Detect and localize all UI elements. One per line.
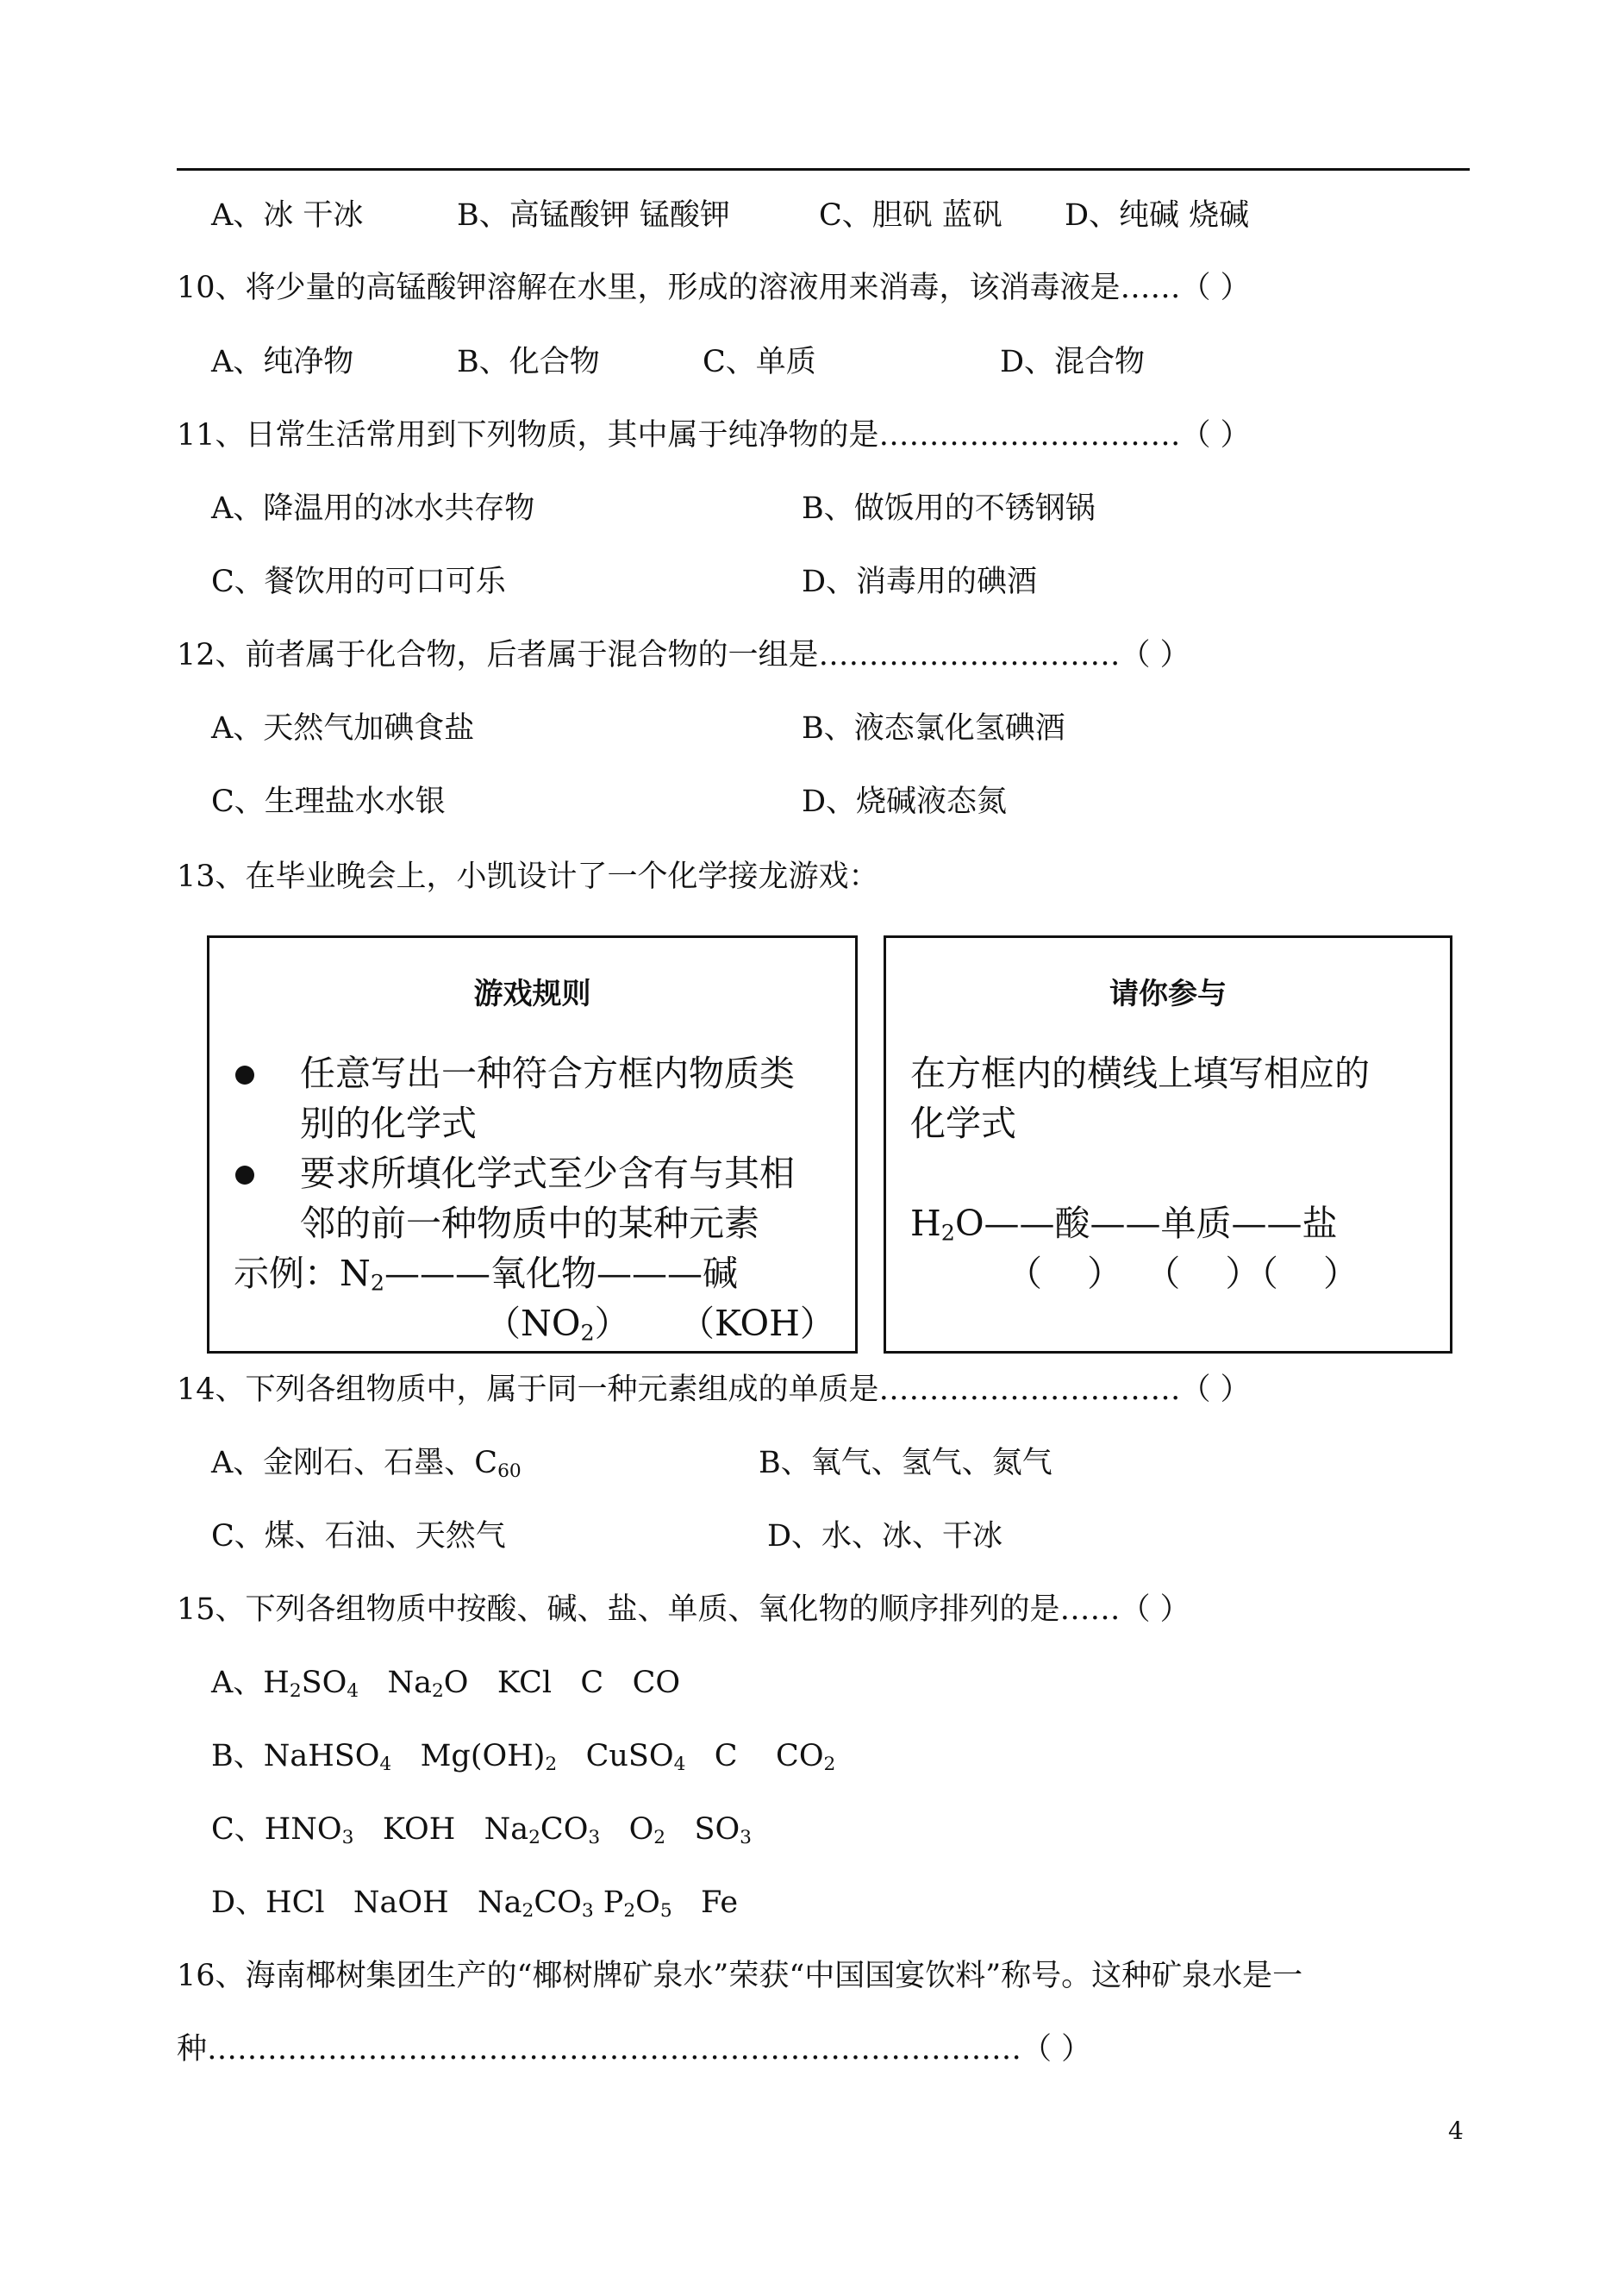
page-number: 4 — [1448, 2117, 1464, 2145]
rule-1-line2: 别的化学式 — [300, 1103, 477, 1144]
example-prefix: 示例：N — [234, 1253, 371, 1294]
q15-option-c: C、$HNO_3$ KOH $Na_2CO_3$ $O_2$ $SO_3$ — [211, 1812, 752, 1848]
q11-option-b: B、做饭用的不锈钢锅 — [802, 491, 1096, 526]
q14-option-c: C、煤、石油、天然气 — [211, 1519, 506, 1554]
chain-pre: H — [910, 1203, 941, 1244]
q16-stem-line2: 种………………………………………………………………………（ ） — [177, 2032, 1092, 2067]
bullet-dot — [235, 1166, 254, 1185]
q14-option-a-text: A、金刚石、石墨、C — [211, 1446, 498, 1480]
chain-rest: O——酸——单质——盐 — [954, 1203, 1338, 1244]
q10-option-d: D、混合物 — [1000, 345, 1146, 379]
q14-option-a-subscript: 60 — [497, 1460, 522, 1482]
q14-stem: 14、下列各组物质中，属于同一种元素组成的单质是…………………………（ ） — [177, 1373, 1251, 1407]
q9-option-a: A、冰 干冰 — [211, 198, 364, 233]
q14-option-d: D、水、冰、干冰 — [767, 1519, 1003, 1554]
example-answer-1 — [485, 1298, 630, 1348]
q12-option-c: C、生理盐水水银 — [211, 785, 446, 819]
q12-option-a: A、天然气加碘食盐 — [211, 711, 475, 746]
game-rules-box — [207, 935, 858, 1354]
q15-stem: 15、下列各组物质中按酸、碱、盐、单质、氧化物的顺序排列的是……（ ） — [177, 1592, 1190, 1627]
q10-stem: 10、将少量的高锰酸钾溶解在水里，形成的溶液用来消毒，该消毒液是……（ ） — [177, 271, 1251, 305]
answer-1-subscript: 2 — [580, 1319, 595, 1346]
q14-option-b: B、氧气、氢气、氮气 — [759, 1446, 1052, 1480]
game-rules-title: 游戏规则 — [473, 977, 591, 1011]
example-subscript: 2 — [370, 1269, 385, 1296]
q12-stem: 12、前者属于化合物，后者属于混合物的一组是…………………………（ ） — [177, 638, 1190, 672]
participate-box — [884, 935, 1452, 1354]
example-chain — [234, 1248, 738, 1298]
q11-option-c: C、餐饮用的可口可乐 — [211, 565, 506, 599]
q16-stem-line1: 16、海南椰树集团生产的“椰树牌矿泉水”荣获“中国国宴饮料”称号。这种矿泉水是一 — [177, 1959, 1303, 1993]
q15-option-d: D、HCl NaOH $Na_2CO_3$ $P_2O_5$ Fe — [211, 1885, 739, 1922]
top-rule — [177, 168, 1470, 171]
rule-1-line1: 任意写出一种符合方框内物质类 — [300, 1053, 795, 1094]
q11-stem: 11、日常生活常用到下列物质，其中属于纯净物的是…………………………（ ） — [177, 418, 1251, 453]
q12-option-b: B、液态氯化氢碘酒 — [802, 711, 1065, 746]
q9-option-b: B、高锰酸钾 锰酸钾 — [457, 198, 730, 233]
q15-option-b: B、NaHSO$_4$ $Mg(OH)_2$ CuSO$_4$ C $CO_2$ — [211, 1739, 836, 1775]
bullet-dot — [235, 1066, 254, 1085]
rule-2-line2: 邻的前一种物质中的某种元素 — [300, 1203, 759, 1244]
q14-option-a — [211, 1444, 522, 1482]
q11-option-d: D、消毒用的碘酒 — [802, 565, 1038, 599]
participate-instr-line1: 在方框内的横线上填写相应的 — [910, 1053, 1370, 1094]
answer-1-pre: （NO — [485, 1303, 581, 1344]
answer-blanks[interactable]: （ ） （ ）（ ） — [1007, 1253, 1359, 1294]
q9-option-c: C、胆矾 蓝矾 — [819, 198, 1003, 233]
participate-chain — [910, 1198, 1338, 1248]
q15-option-a: A、$H_2SO_4$ $Na_2O$ KCl C CO — [211, 1666, 681, 1702]
example-rest: ———氧化物———碱 — [384, 1253, 739, 1294]
rule-2-line1: 要求所填化学式至少含有与其相 — [300, 1153, 795, 1194]
q9-option-d: D、纯碱 烧碱 — [1065, 198, 1250, 233]
participate-title: 请你参与 — [1109, 977, 1227, 1011]
q12-option-d: D、烧碱液态氮 — [802, 785, 1008, 819]
q10-option-c: C、单质 — [703, 345, 816, 379]
participate-instr-line2: 化学式 — [910, 1103, 1016, 1144]
chain-subscript: 2 — [940, 1219, 955, 1246]
q13-stem: 13、在毕业晚会上，小凯设计了一个化学接龙游戏： — [177, 860, 879, 894]
q10-option-a: A、纯净物 — [211, 345, 354, 379]
q10-option-b: B、化合物 — [457, 345, 600, 379]
example-answer-2: （KOH） — [679, 1303, 835, 1344]
q11-option-a: A、降温用的冰水共存物 — [211, 491, 535, 526]
answer-1-post: ） — [594, 1303, 630, 1344]
